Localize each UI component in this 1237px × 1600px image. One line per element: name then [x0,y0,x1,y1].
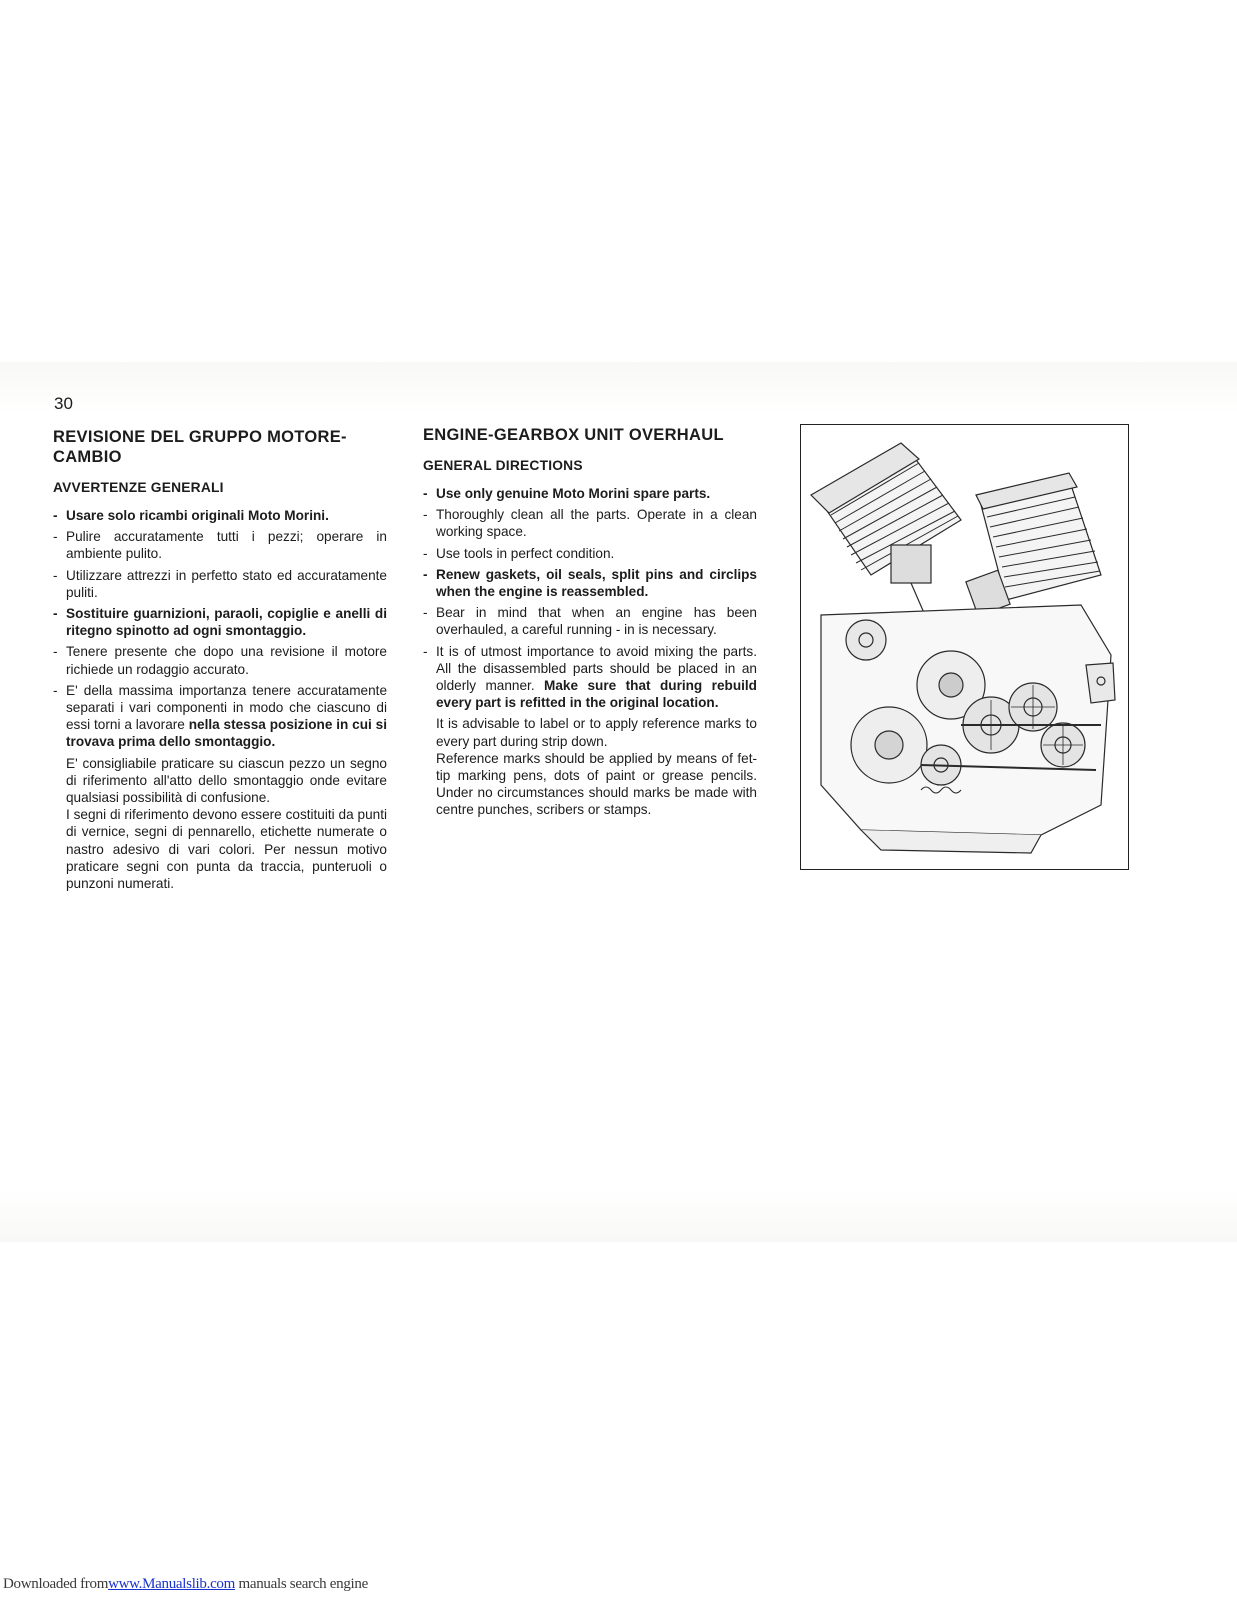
list-item: - Renew gaskets, oil seals, split pins and circlips when the engine is reassembled. [423,566,757,600]
english-title: ENGINE-GEARBOX UNIT OVERHAUL [423,426,724,444]
list-item: - Usare solo ricambi originali Moto Morini. [53,507,387,524]
list-item: - Bear in mind that when an engine has been overhauled, a careful running - in is necessary. [423,604,757,638]
list-item: - Pulire accuratamente tutti i pezzi; operare in ambiente pulito. [53,528,387,562]
english-column [423,425,757,819]
engine-cutaway-drawing [801,425,1128,869]
list-item: - Sostituire guarnizioni, paraoli, copiglie e anelli di ritegno spinotto ad ogni smontaggio. [53,605,387,639]
footer [3,1576,368,1593]
manualslib-link[interactable]: www.Manualslib.com [108,1576,236,1592]
english-list [423,485,757,711]
list-item: - Use only genuine Moto Morini spare parts. [423,485,757,502]
english-paragraph: Reference marks should be applied by means of fet-tip marking pens, dots of paint or grease pencils. Under no circumstances should marks be made with centre punches, scribers or stamps. [436,750,757,818]
italian-subtitle: AVVERTENZE GENERALI [53,480,224,495]
list-item-text: E' della massima importanza tenere accuratamente separati i vari componenti in modo che ciascuno di essi torni a lavorare [66,682,387,733]
english-paragraph: It is advisable to label or to apply reference marks to every part during strip down. [436,716,757,749]
footer-prefix: Downloaded from [3,1576,109,1592]
list-item [423,643,757,712]
italian-title: REVISIONE DEL GRUPPO MOTORE-CAMBIO [53,428,347,466]
list-item-text: It is of utmost importance to avoid mixing the parts. All the disassembled parts should be placed in an olderly manner. [436,643,757,694]
list-item: - Thoroughly clean all the parts. Operate in a clean working space. [423,506,757,540]
list-item-bold-text: nella stessa posizione in cui si trovava prima dello smontaggio. [66,717,388,750]
footer-suffix: manuals search engine [238,1576,368,1592]
italian-column [53,427,387,892]
engine-illustration [800,424,1129,870]
list-item: - Use tools in perfect condition. [423,545,757,562]
page-number: 30 [54,394,73,413]
italian-paragraph: E' consigliabile praticare su ciascun pezzo un segno di riferimento all'atto dello smontaggio onde evitare qualsiasi possibilità di confusione. [66,755,387,806]
list-item: - Utilizzare attrezzi in perfetto stato ed accuratamente puliti. [53,567,387,601]
italian-list [53,507,387,751]
list-item [53,682,387,751]
list-item-bold-text: Make sure that during rebuild every part is refitted in the original location. [436,678,757,711]
list-item: - Tenere presente che dopo una revisione il motore richiede un rodaggio accurato. [53,643,387,677]
italian-paragraph: I segni di riferimento devono essere costituiti da punti di vernice, segni di pennarello, etichette numerate o nastro adesivo di vari colori. Per nessun motivo praticare segni con punta da traccia, punteruoli o punzoni numerati. [66,807,387,892]
english-subtitle: GENERAL DIRECTIONS [423,458,583,473]
